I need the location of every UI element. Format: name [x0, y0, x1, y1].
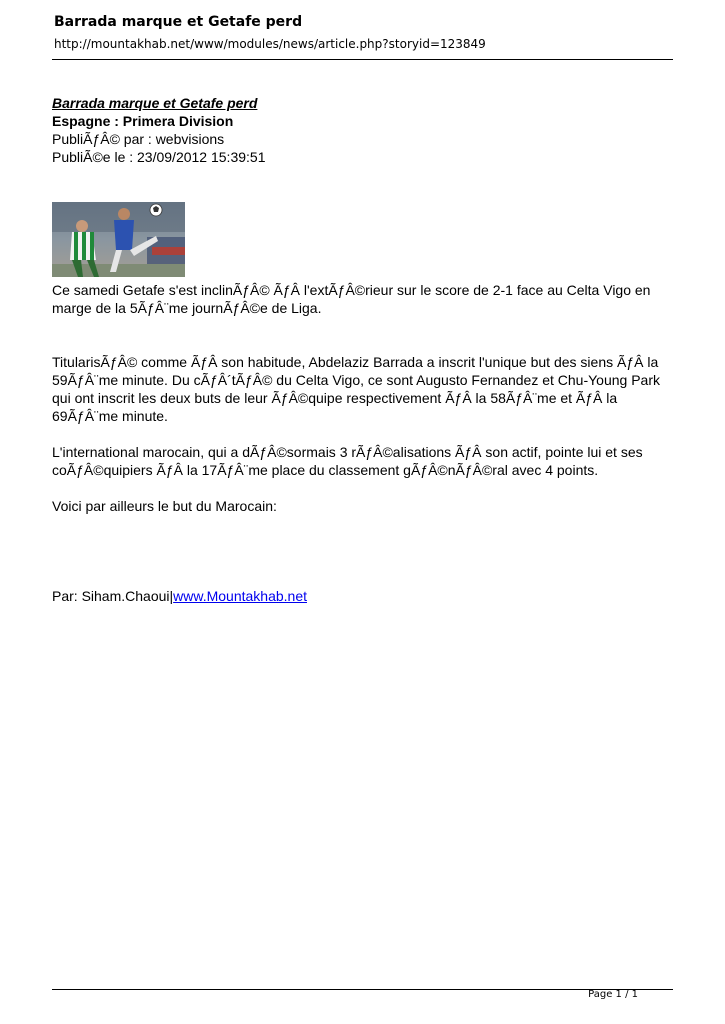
- football-match-photo: [52, 202, 185, 277]
- article-paragraph: TitularisÃƒÂ© comme ÃƒÂ son habitude, Abdelaziz Barrada a inscrit l'unique but des siens ÃƒÂ la 59ÃƒÂ¨me minute. Du cÃƒÂ´tÃƒÂ© du Celta Vigo, ce sont Augusto Fernandez et Chu-Young Park qui ont inscrit les deux buts de leur ÃƒÂ©quipe respectivement ÃƒÂ la 58ÃƒÂ¨me et ÃƒÂ la 69ÃƒÂ¨me minute.: [52, 354, 661, 424]
- article-title: Barrada marque et Getafe perd: [52, 95, 258, 111]
- article-header: [52, 94, 673, 166]
- page-number: Page 1 / 1: [588, 989, 638, 1000]
- article-category: Espagne : Primera Division: [52, 113, 234, 129]
- article-body: [52, 281, 677, 605]
- document-header-title: Barrada marque et Getafe perd: [54, 14, 303, 30]
- document-header-url: http://mountakhab.net/www/modules/news/article.php?storyid=123849: [54, 37, 486, 51]
- published-date: PubliÃ©e le : 23/09/2012 15:39:51: [52, 149, 266, 165]
- article-paragraph: L'international marocain, qui a dÃƒÂ©sormais 3 rÃƒÂ©alisations ÃƒÂ son actif, pointe lui et ses coÃƒÂ©quipiers ÃƒÂ la 17ÃƒÂ¨me place du classement gÃƒÂ©nÃƒÂ©ral avec 4 points.: [52, 444, 643, 478]
- footer-divider: [52, 989, 673, 990]
- article-signature: [52, 587, 677, 605]
- article-paragraph: Ce samedi Getafe s'est inclinÃƒÂ© ÃƒÂ l'extÃƒÂ©rieur sur le score de 2-1 face au Celta Vigo en marge de la 5ÃƒÂ¨me journÃƒÂ©e de Liga.: [52, 282, 651, 316]
- signature-author: Par: Siham.Chaoui|: [52, 588, 174, 604]
- header-divider: [52, 59, 673, 60]
- signature-site-link[interactable]: www.Mountakhab.net: [173, 588, 307, 604]
- article-paragraph: Voici par ailleurs le but du Marocain:: [52, 498, 277, 514]
- published-by: PubliÃƒÂ© par : webvisions: [52, 131, 225, 147]
